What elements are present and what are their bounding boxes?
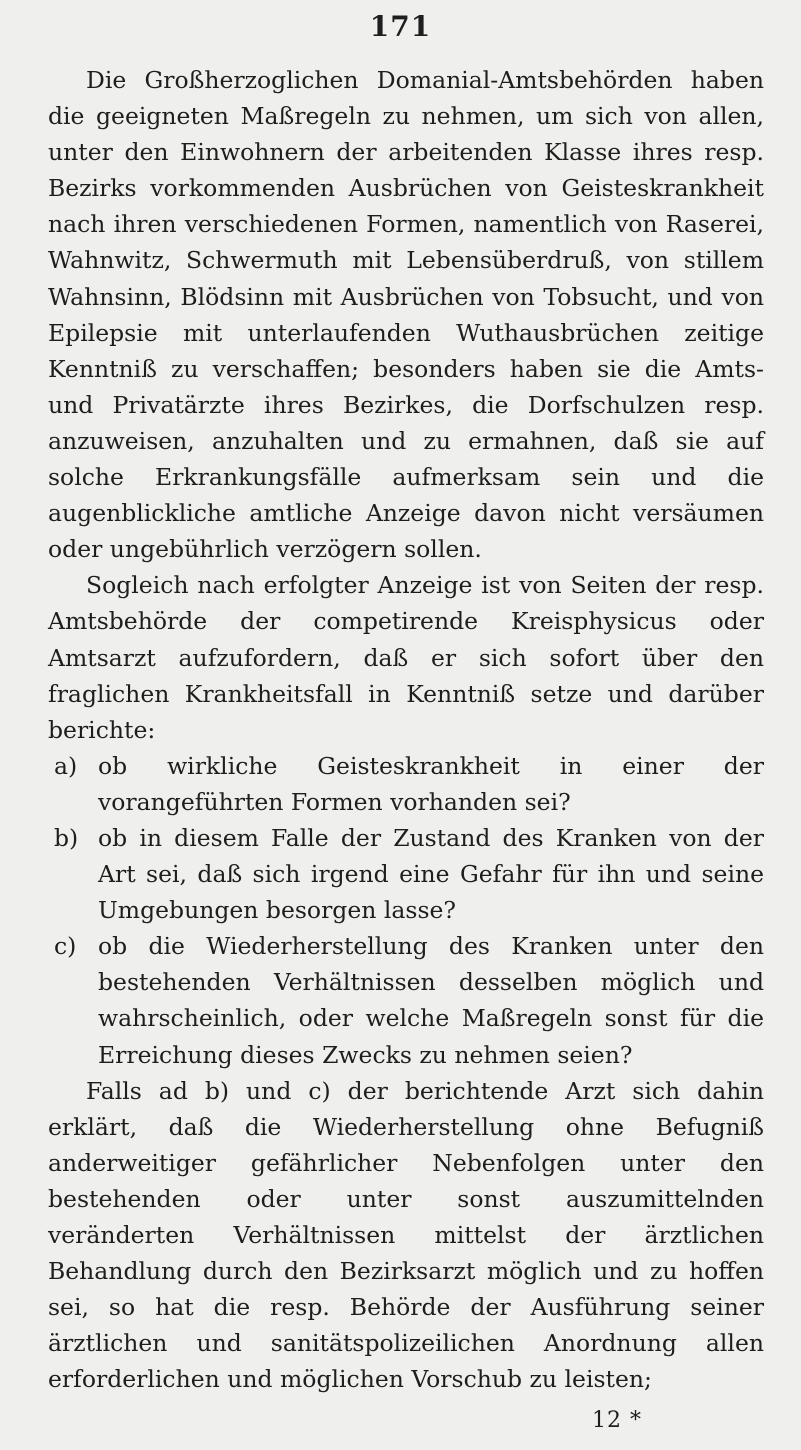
list-item-a <box>48 748 764 820</box>
list-marker-c: c) <box>54 932 77 961</box>
list-item-a-text: ob wirkliche Geisteskrankheit in einer der vorangeführten Formen vorhanden sei? <box>98 751 764 816</box>
paragraph-3: Falls ad b) und c) der berichtende Arzt sich dahin erklärt, daß die Wiederherstellung ohne Befugniß anderweitiger gefährlicher Nebenfolgen unter den bestehenden oder unter sonst auszumittelnden veränderten Verhältnissen mittelst der ärztlichen Behandlung durch den Bezirksarzt möglich und zu hoffen sei, so hat die resp. Behörde der Ausführung seiner ärztlichen und sanitätspolizeilichen Anordnung allen erforderlichen und möglichen Vorschub zu leisten; <box>48 1076 764 1394</box>
list-marker-a: a) <box>54 751 78 780</box>
page-number: 171 <box>369 10 432 43</box>
paragraph-2: Sogleich nach erfolgter Anzeige ist von Seiten der resp. Amtsbehörde der competirende Kreisphysicus oder Amtsarzt aufzufordern, daß er sich sofort über den fraglichen Krankheitsfall in Kenntniß setze und darüber berichte: <box>48 571 764 744</box>
list-item-c <box>48 928 764 1072</box>
page-body <box>48 62 764 1397</box>
list-item-b-text: ob in diesem Falle der Zustand des Kranken von der Art sei, daß sich irgend eine Gefahr für ihn und seine Umgebungen besorgen lasse? <box>98 823 764 925</box>
list-marker-b: b) <box>54 823 79 852</box>
question-list <box>48 748 764 1073</box>
list-item-c-text: ob die Wiederherstellung des Kranken unter den bestehenden Verhältnissen desselben möglich und wahrscheinlich, oder welche Maßregeln sonst für die Erreichung dieses Zwecks zu nehmen seien? <box>98 932 764 1069</box>
paragraph-1: Die Großherzoglichen Domanial-Amtsbehörden haben die geeigneten Maßregeln zu nehmen, um sich von allen, unter den Einwohnern der arbeitenden Klasse ihres resp. Bezirks vorkommenden Ausbrüchen von Geisteskrankheit nach ihren verschiedenen Formen, namentlich von Raserei, Wahnwitz, Schwermuth mit Lebensüberdruß, von stillem Wahnsinn, Blödsinn mit Ausbrüchen von Tobsucht, und von Epilepsie mit unterlaufenden Wuthausbrüchen zeitige Kenntniß zu verschaffen; besonders haben sie die Amts- und Privatärzte ihres Bezirkes, die Dorfschulzen resp. anzuweisen, anzuhalten und zu ermahnen, daß sie auf solche Erkrankungsfälle aufmerksam sein und die augenblickliche amtliche Anzeige davon nicht versäumen oder ungebührlich verzögern sollen. <box>48 66 764 564</box>
signature-mark: 12 * <box>592 1408 642 1433</box>
list-item-b <box>48 820 764 928</box>
